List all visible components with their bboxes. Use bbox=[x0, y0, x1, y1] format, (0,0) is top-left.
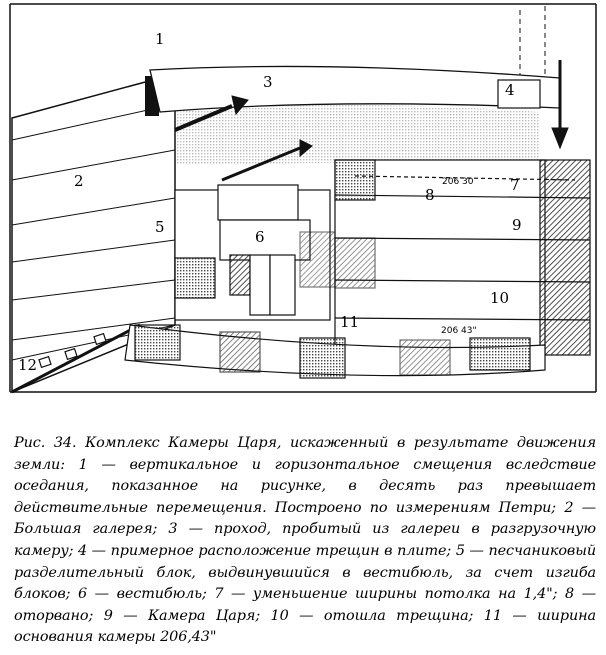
label-5: 5 bbox=[155, 218, 165, 236]
label-1: 1 bbox=[155, 30, 165, 48]
label-2: 2 bbox=[74, 172, 84, 190]
label-12: 12 bbox=[18, 356, 38, 374]
label-10: 10 bbox=[490, 289, 510, 307]
label-8: 8 bbox=[425, 186, 435, 204]
label-4: 4 bbox=[505, 81, 515, 99]
label-3: 3 bbox=[263, 73, 273, 91]
measure-bottom: 206 43" bbox=[441, 326, 477, 336]
figure-caption: Рис. 34. Комплекс Камеры Царя, искаженный в результате движения земли: 1 — вертикальное и горизонтальное смещения вследствие оседания, показанное на рисунке, в десять раз превышает действительные перемещения. Построено по измерениям Петри; 2 — Большая галерея; 3 — проход, пробитый из галереи в разгрузочную камеру; 4 — примерное расположение трещин в плите; 5 — песчаниковый разделительный блок, выдвинувшийся в вестибюль, за счет изгиба блоков; 6 — вестибюль; 7 — уменьшение ширины потолка на 1,4"; 8 — оторвано; 9 — Камера Царя; 10 — отошла трещина; 11 — ширина основания камеры 206,43" bbox=[14, 435, 596, 646]
label-9: 9 bbox=[512, 216, 522, 234]
label-6: 6 bbox=[255, 228, 265, 246]
measure-top: 206 30 bbox=[442, 177, 474, 187]
label-7: 7 bbox=[510, 176, 520, 194]
antechamber bbox=[175, 185, 335, 320]
label-11: 11 bbox=[340, 313, 360, 331]
